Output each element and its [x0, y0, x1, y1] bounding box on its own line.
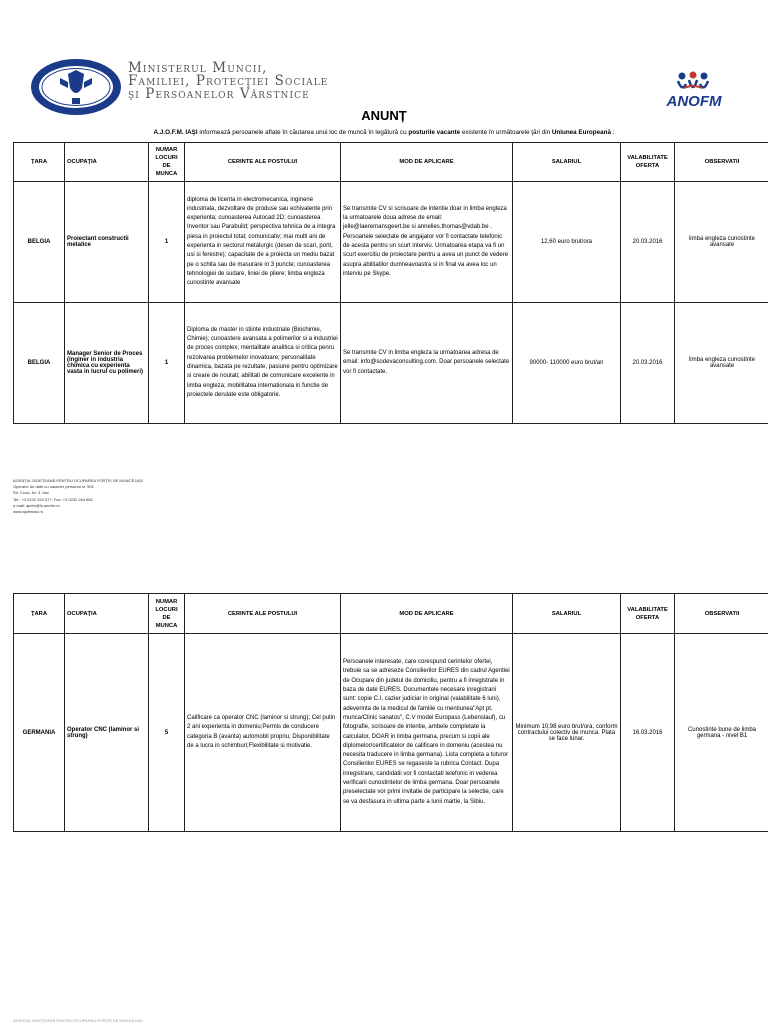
- footer-cut: AGENŢIA JUDEŢEANĂ PENTRU OCUPAREA FORŢEI DE MUNCĂ IAŞI: [13, 1018, 143, 1023]
- jobs-table-1: [13, 142, 768, 424]
- column-header: OBSERVATII: [675, 143, 768, 182]
- footer-line: e-mail: ajofm@is.anofm.ro: [13, 502, 60, 508]
- application-cell: Se transmite CV in limba engleza la urmatoarea adresa de email: info@sodevaconsulting.com. Doar persoanele selectate vor fi contactate.: [341, 303, 513, 424]
- column-header: OCUPAŢIA: [65, 143, 149, 182]
- intro-part: A.J.O.F.M.: [153, 129, 186, 136]
- intro-text: [0, 129, 768, 136]
- table-header-row: [14, 143, 768, 182]
- salary-cell: 90000- 110000 euro brut/an: [513, 303, 621, 424]
- table-row: [14, 303, 768, 424]
- salary-cell: Minimum 10,98 euro brut/ora, conform contractului colectiv de munca. Plata se face lunar.: [513, 634, 621, 832]
- intro-part: existente în următoarele ţări din: [460, 129, 552, 136]
- agency-footer: [13, 478, 143, 515]
- column-header: VALABILITATE OFERTA: [621, 594, 675, 634]
- column-header: OBSERVATII: [675, 594, 768, 634]
- ministry-line: Ministerul Muncii,: [128, 60, 268, 76]
- application-cell: Persoanele interesate, care corespund cerintelor ofertei, trebuie sa se adreseze Consilierilor EURES din cadrul Agentiei de Ocupare din judetul de domiciliu, pentru a fi inregistrate in baza de date EURES. Documentele necesare inregistrarii sunt: copie C.I, cazier judiciar in original (valabilitate 6 luni), adeverinta de la medicul de familie cu mentiunea"Apt pt. munca/Clinic sanatos", C.V model Europass (Lebenslauf), cu fotografie, scrisoare de intentie, ambele completate la calculator, DOAR in limba germana, precum si copii ale diplomelor/certificatelor de calificare in domeniu (acestea nu necesita traducere in limba germana). Lista completa a tuturor Consilierilor EURES se regaseste la rubrica Contact. Dupa inregistrare, candidatii vor fi contactati telefonic in vederea verificarii cunostintelor de limba germana. Doar persoanele preselectate vor primi invitatie de participare la selectie, care se va desfasura in ultima parte a lunii martie, la Sibiu.: [341, 634, 513, 832]
- ministry-line: şi Persoanelor Vârstnice: [128, 86, 310, 102]
- requirements-cell: Calificare ca operator CNC (laminor si strung); Cel putin 2 ani experienta in domeniu;Permis de conducere categoria B (avanta) automobil propriu; Disponibilitate de a lucra in schimburi;Flexibilitate si motivatie.: [185, 634, 341, 832]
- footer-line: Str. Cuza, Nr. 3, Iasi: [13, 490, 49, 496]
- column-header: ŢARA: [14, 143, 65, 182]
- footer-line: Tel.: +4 0232 254 577; Fax: +4 0232 264 682: [13, 496, 93, 502]
- validity-cell: 20.03.2016: [621, 182, 675, 303]
- column-header: MOD DE APLICARE: [341, 143, 513, 182]
- column-header: NUMAR LOCURI DE MUNCA: [149, 143, 185, 182]
- notes-cell: limba engleza cunostinte avansate: [675, 182, 768, 303]
- column-header: VALABILITATE OFERTA: [621, 143, 675, 182]
- notes-cell: limba engleza cunostinte avansate: [675, 303, 768, 424]
- column-header: ŢARA: [14, 594, 65, 634]
- column-header: CERINTE ALE POSTULUI: [185, 143, 341, 182]
- positions-cell: 1: [149, 182, 185, 303]
- ministry-line: Familiei, Protecţiei Sociale: [128, 73, 329, 89]
- positions-cell: 1: [149, 303, 185, 424]
- column-header: OCUPAŢIA: [65, 594, 149, 634]
- intro-part: :: [610, 129, 615, 136]
- salary-cell: 12,60 euro brut/ora: [513, 182, 621, 303]
- country-cell: GERMANIA: [14, 634, 65, 832]
- column-header: CERINTE ALE POSTULUI: [185, 594, 341, 634]
- intro-part: posturile vacante: [408, 129, 461, 136]
- table-row: [14, 182, 768, 303]
- occupation-cell: Operator CNC (laminor si strung): [65, 634, 149, 832]
- ministry-name: [128, 62, 328, 101]
- anofm-logo-icon: [654, 70, 734, 110]
- validity-cell: 20.03.2016: [621, 303, 675, 424]
- requirements-cell: Diploma de master in stiinte industriale (Biochimie, Chimie); cunoastere avansata a polimerilor si a industriei de proces complex; mentalitate analitica si critica penru rezolvarea problemelor inovatoare; personalitate dinamica, bazata pe rezultate, pasiune pentru optimizare si creare de noutati; abilitati de comunicare excelente in limba engleza; mobilitatea internationala in functie de proiectele derulate este obligatorie.: [185, 303, 341, 424]
- occupation-cell: Manager Senior de Proces (inginer in industria chimica cu experienta vasta in lucrul cu polimeri): [65, 303, 149, 424]
- column-header: MOD DE APLICARE: [341, 594, 513, 634]
- country-cell: BELGIA: [14, 303, 65, 424]
- intro-part: Uniunea Europeană: [551, 129, 611, 136]
- column-header: SALARIUL: [513, 594, 621, 634]
- svg-text:ANOFM: ANOFM: [666, 93, 722, 110]
- positions-cell: 5: [149, 634, 185, 832]
- intro-part: IAŞI: [185, 129, 198, 136]
- table-row: [14, 634, 768, 832]
- table-header-row: [14, 594, 768, 634]
- validity-cell: 16.03.2016: [621, 634, 675, 832]
- column-header: SALARIUL: [513, 143, 621, 182]
- jobs-table-2: [13, 593, 768, 832]
- column-header: NUMAR LOCURI DE MUNCA: [149, 594, 185, 634]
- country-cell: BELGIA: [14, 182, 65, 303]
- occupation-cell: Proiectant constructii metalice: [65, 182, 149, 303]
- requirements-cell: diploma de licenta in electromecanica, inginerie industriala, dezvoltare de produse sau echivalente prin experienta; cunoasterea Autocad 2D; cunoasterea Inventor sau Parabuild; perspectiva tehnica de a integra piesa in proiectul total; comunicativ; mai multi ani de experienta in sectorul metalurgic (desen de scari, porti, usi si ferestre); capacitate de a proiecta un mediu bazat pe o schita sau de masurare in 3 puncte; cunoasterea tehnologiei de sudare, liniei de pliere; limba engleza cunostinte avansate: [185, 182, 341, 303]
- footer-line: Operator de date cu caracter personal nr. 501: [13, 484, 94, 490]
- footer-line: www.ajofmiasi.ro: [13, 509, 44, 515]
- notes-cell: Cunostinte bune de limba germana - nivel B1: [675, 634, 768, 832]
- footer-line: AGENŢIA JUDEŢEANĂ PENTRU OCUPAREA FORŢEI DE MUNCĂ IAŞI: [13, 478, 143, 483]
- application-cell: Se transmite CV si scrisoare de intentie doar in limba engleza la urmatoarele doua adrese de email: jelle@laeremansgeert.be si annelies.thomas@vdab.be . Persoanele selectate de angajator vor fi contactate telefonic de acesta pentru un scurt interviu. Urmatoarea etapa va fi un scurt exercitiu de proiectare pentru a avea un punct de vedere asupra abilitatilor dumneavoastra si in final va avea loc un interviu pe Skype.: [341, 182, 513, 303]
- page-title: ANUNȚ: [361, 108, 407, 123]
- intro-part: informează persoanele aflate în căutarea unui loc de muncă în legătură cu: [197, 129, 409, 136]
